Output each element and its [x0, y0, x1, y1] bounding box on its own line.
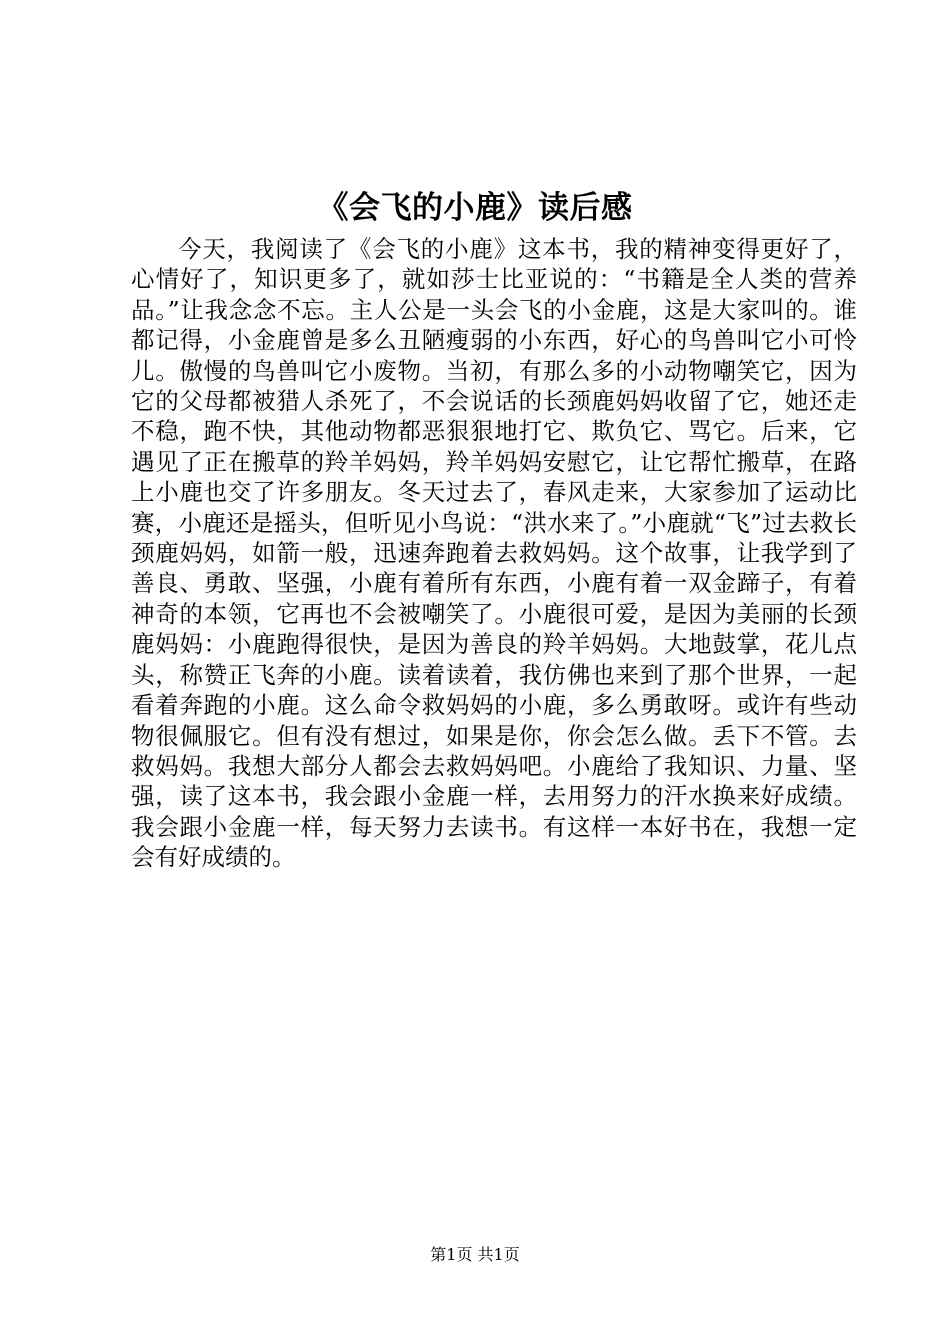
document-title: 《会飞的小鹿》读后感 — [317, 190, 633, 226]
page-footer: 第1页 共1页 — [430, 1245, 520, 1264]
body-paragraph: 今天，我阅读了《会飞的小鹿》这本书，我的精神变得更好了，心情好了，知识更多了，就如莎士比亚说的：“书籍是全人类的营养品。”让我念念不忘。主人公是一头会飞的小金鹿，这是大家叫的。谁都记得，小金鹿曾是多么丑陋瘦弱的小东西，好心的鸟兽叫它小可怜儿。傲慢的鸟兽叫它小废物。当初，有那么多的小动物嘲笑它，因为它的父母都被猎人杀死了，不会说话的长颈鹿妈妈收留了它，她还走不稳，跑不快，其他动物都恶狠狠地打它、欺负它、骂它。后来，它遇见了正在搬草的羚羊妈妈，羚羊妈妈安慰它，让它帮忙搬草，在路上小鹿也交了许多朋友。冬天过去了，春风走来，大家参加了运动比赛，小鹿还是摇头，但听见小鸟说：“洪水来了。”小鹿就“飞”过去救长颈鹿妈妈，如箭一般，迅速奔跑着去救妈妈。这个故事，让我学到了善良、勇敢、坚强，小鹿有着所有东西，小鹿有着一双金蹄子，有着神奇的本领，它再也不会被嘲笑了。小鹿很可爱，是因为美丽的长颈鹿妈妈：小鹿跑得很快，是因为善良的羚羊妈妈。大地鼓掌，花儿点头，称赞正飞奔的小鹿。读着读着，我仿佛也来到了那个世界，一起看着奔跑的小鹿。这么命令救妈妈的小鹿，多么勇敢呀。或许有些动物很佩服它。但有没有想过，如果是你，你会怎么做。丢下不管。去救妈妈。我想大部分人都会去救妈妈吧。小鹿给了我知识、力量、坚强，读了这本书，我会跟小金鹿一样，去用努力的汗水换来好成绩。我会跟小金鹿一样，每天努力去读书。有这样一本好书在，我想一定会有好成绩的。 — [131, 235, 857, 872]
